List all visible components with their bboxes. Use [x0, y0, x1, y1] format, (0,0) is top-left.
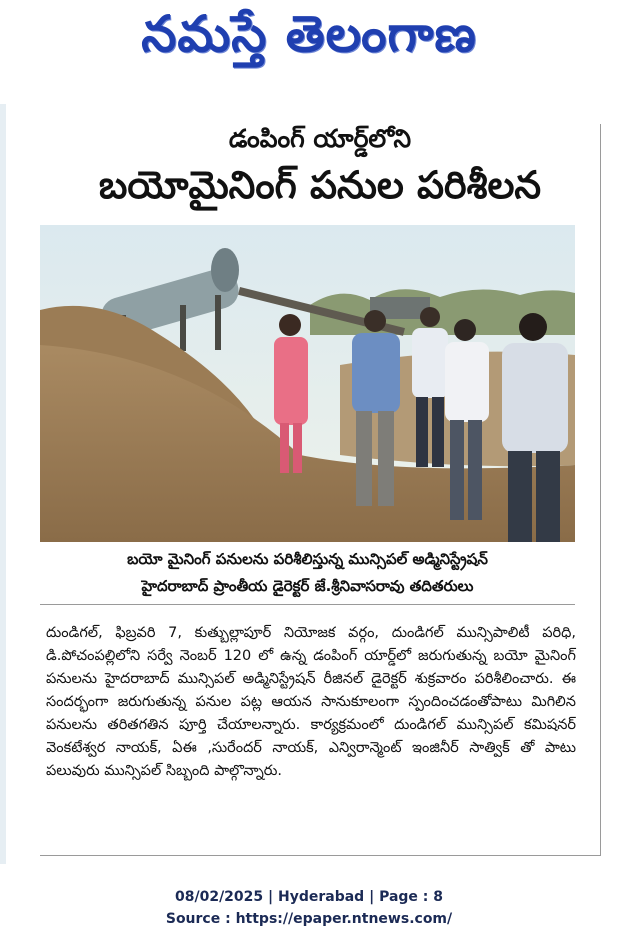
footer: [0, 886, 618, 930]
masthead-title: నమస్తే తెలంగాణ: [141, 4, 477, 63]
article-body: [46, 622, 576, 783]
footer-source: Source : https://epaper.ntnews.com/: [165, 911, 453, 927]
photo-caption: [40, 546, 575, 605]
footer-dateline: 08/02/2025 | Hyderabad | Page : 8: [174, 889, 444, 905]
body-paragraph: దుండిగల్, ఫిబ్రవరి 7, కుత్బుల్లాపూర్ నియోజక వర్గం, దుండిగల్ మున్సిపాలిటీ పరిధి, డి.పోచంపల్లిలోని సర్వే నెంబర్ 120 లో ఉన్న డంపింగ్ యార్డ్‌లో జరుగుతున్న బయో మైనింగ్ పనులను హైదరాబాద్ మున్సిపల్ అడ్మినిస్ట్రేషన్ రీజినల్ డైరెక్టర్ శుక్రవారం పరిశీలించారు. ఈ సందర్భంగా జరుగుతున్న పనుల పట్ల ఆయన సానుకూలంగా స్పందించడంతోపాటు మిగిలిన పనులను తరితగతిన పూర్తి చేయాలన్నారు. కార్యక్రమంలో దుండిగల్ మున్సిపల్ కమిషనర్ వెంకటేశ్వర నాయక్, ఏఈ ,సురేందర్ నాయక్, ఎన్విరాన్మెంట్ ఇంజినీర్ సాత్విక్ తో పాటు పలువురు మున్సిపల్ సిబ్బంది పాల్గొన్నారు.: [46, 625, 576, 779]
article-border-right: [600, 124, 601, 856]
caption-line-1: బయో మైనింగ్ పనులను పరిశీలిస్తున్న మున్సిపల్ అడ్మినిస్ట్రేషన్: [127, 550, 488, 568]
masthead: [0, 0, 618, 80]
caption-line-2: హైదరాబాద్ ప్రాంతీయ డైరెక్టర్ జే.శ్రీనివాసరావు తదితరులు: [141, 577, 474, 595]
article-border-bottom: [40, 855, 601, 856]
article-kicker: డంపింగ్ యార్డ్‌లోని: [228, 124, 412, 153]
page-edge-rule: [0, 104, 6, 864]
article-photo: [40, 225, 575, 542]
article-headline: బయోమైనింగ్ పనుల పరిశీలన: [98, 163, 542, 207]
